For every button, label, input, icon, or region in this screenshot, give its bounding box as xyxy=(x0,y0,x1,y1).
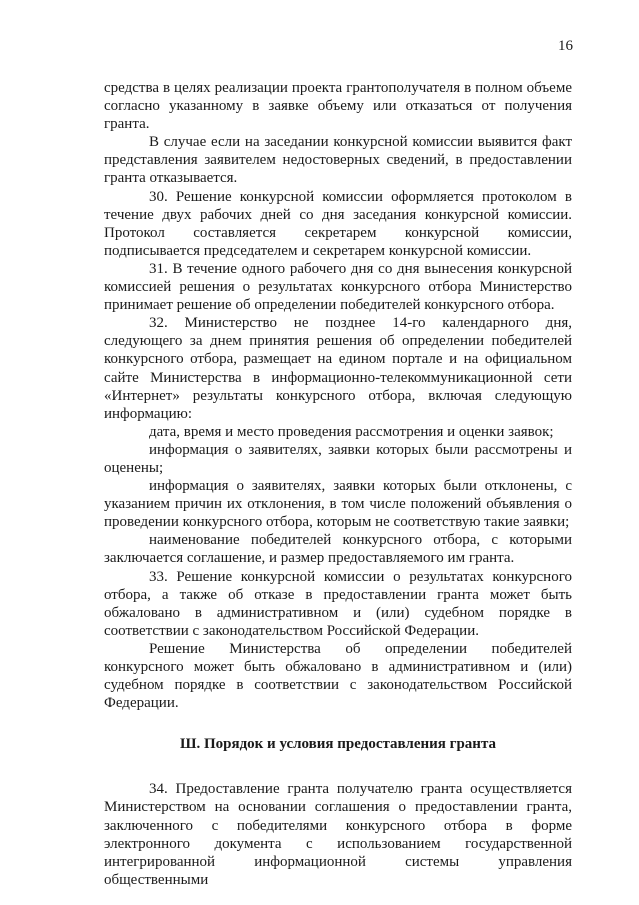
paragraph: 33. Решение конкурсной комиссии о результатах конкурсного отбора, а также об отказе в предоставлении гранта может быть обжаловано в административном и (или) судебном порядке в соответствии с законодательством Российской Федерации. xyxy=(104,568,572,639)
document-body xyxy=(104,79,572,889)
paragraph: 31. В течение одного рабочего дня со дня вынесения конкурсной комиссией решения о результатах конкурсного отбора Министерство принимает решение об определении победителей конкурсного отбора. xyxy=(104,260,572,314)
paragraph: Решение Министерства об определении победителей конкурсного может быть обжаловано в административном и (или) судебном порядке в соответствии с законодательством Российской Федерации. xyxy=(104,640,572,712)
paragraph: 32. Министерство не позднее 14-го календарного дня, следующего за днем принятия решения об определении победителей конкурсного отбора, размещает на едином портале и на официальном сайте Министерства в информационно-телекоммуникационной сети «Интернет» результаты конкурсного отбора, включая следующую информацию: xyxy=(104,315,572,422)
paragraph: наименование победителей конкурсного отбора, с которыми заключается соглашение, и размер предоставляемого им гранта. xyxy=(104,532,572,567)
paragraph: дата, время и место проведения рассмотрения и оценки заявок; xyxy=(149,423,554,440)
paragraph: информация о заявителях, заявки которых были рассмотрены и оценены; xyxy=(104,441,572,476)
paragraph: В случае если на заседании конкурсной комиссии выявится факт представления заявителем недостоверных сведений, в предоставлении гранта отказывается. xyxy=(104,134,572,187)
paragraph: средства в целях реализации проекта грантополучателя в полном объеме согласно указанному в заявке объему или отказаться от получения гранта. xyxy=(104,80,572,133)
paragraph: информация о заявителях, заявки которых были отклонены, с указанием причин их отклонения, в том числе положений объявления о проведении конкурсного отбора, которым не соответствую такие заявки; xyxy=(104,478,572,531)
paragraph: 30. Решение конкурсной комиссии оформляется протоколом в течение двух рабочих дней со дня заседания конкурсной комиссии. Протокол составляется секретарем конкурсной комиссии, подписывается председателем и секретарем конкурсной комиссии. xyxy=(104,188,572,259)
section-heading: Ш. Порядок и условия предоставления гранта xyxy=(179,736,497,753)
paragraph: 34. Предоставление гранта получателю гранта осуществляется Министерством на основании соглашения о предоставлении гранта, заключенного с победителями конкурсного отбора в форме электронного документа с использованием государственной интегрированной информационной системы управления общественными xyxy=(104,781,572,888)
paragraphs-after xyxy=(104,780,572,889)
paragraphs-before xyxy=(104,79,572,712)
page-number: 16 xyxy=(558,38,573,54)
